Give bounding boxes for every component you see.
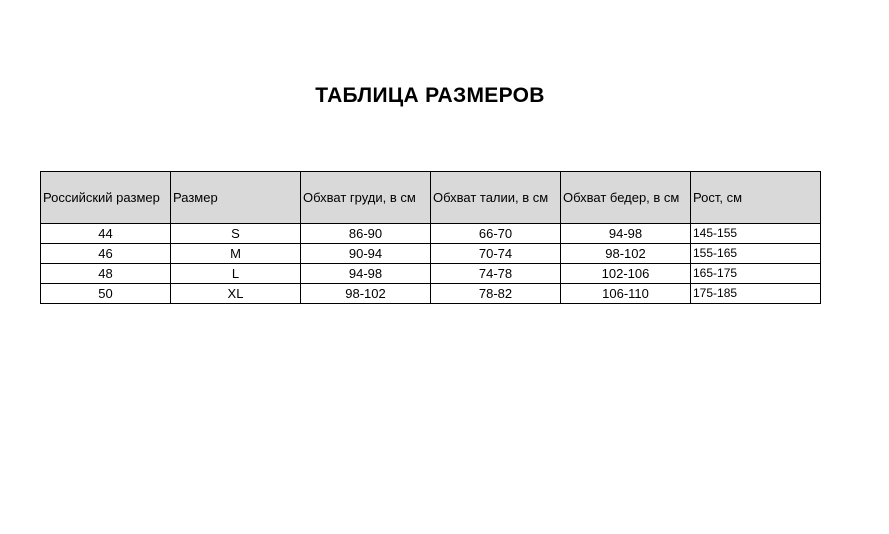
cell-waist: 78-82 bbox=[431, 284, 561, 304]
cell-hips: 102-106 bbox=[561, 264, 691, 284]
cell-hips: 94-98 bbox=[561, 224, 691, 244]
cell-size: XL bbox=[171, 284, 301, 304]
cell-hips: 98-102 bbox=[561, 244, 691, 264]
cell-waist: 66-70 bbox=[431, 224, 561, 244]
header-height: Рост, см bbox=[691, 172, 821, 224]
cell-height: 165-175 bbox=[691, 264, 821, 284]
table-row bbox=[41, 244, 821, 264]
cell-russian-size: 50 bbox=[41, 284, 171, 304]
page-title: ТАБЛИЦА РАЗМЕРОВ bbox=[315, 84, 545, 107]
cell-height: 175-185 bbox=[691, 284, 821, 304]
cell-size: S bbox=[171, 224, 301, 244]
table-row bbox=[41, 264, 821, 284]
cell-chest: 90-94 bbox=[301, 244, 431, 264]
cell-height: 145-155 bbox=[691, 224, 821, 244]
cell-russian-size: 48 bbox=[41, 264, 171, 284]
size-table bbox=[40, 171, 821, 304]
cell-size: M bbox=[171, 244, 301, 264]
cell-size: L bbox=[171, 264, 301, 284]
header-size: Размер bbox=[171, 172, 301, 224]
cell-waist: 70-74 bbox=[431, 244, 561, 264]
header-waist: Обхват талии, в см bbox=[431, 172, 561, 224]
header-chest: Обхват груди, в см bbox=[301, 172, 431, 224]
cell-russian-size: 44 bbox=[41, 224, 171, 244]
cell-height: 155-165 bbox=[691, 244, 821, 264]
cell-chest: 86-90 bbox=[301, 224, 431, 244]
header-russian-size: Российский размер bbox=[41, 172, 171, 224]
table-row bbox=[41, 224, 821, 244]
header-hips: Обхват бедер, в см bbox=[561, 172, 691, 224]
table-row bbox=[41, 284, 821, 304]
table-header-row bbox=[41, 172, 821, 224]
cell-waist: 74-78 bbox=[431, 264, 561, 284]
cell-hips: 106-110 bbox=[561, 284, 691, 304]
cell-chest: 98-102 bbox=[301, 284, 431, 304]
cell-chest: 94-98 bbox=[301, 264, 431, 284]
cell-russian-size: 46 bbox=[41, 244, 171, 264]
